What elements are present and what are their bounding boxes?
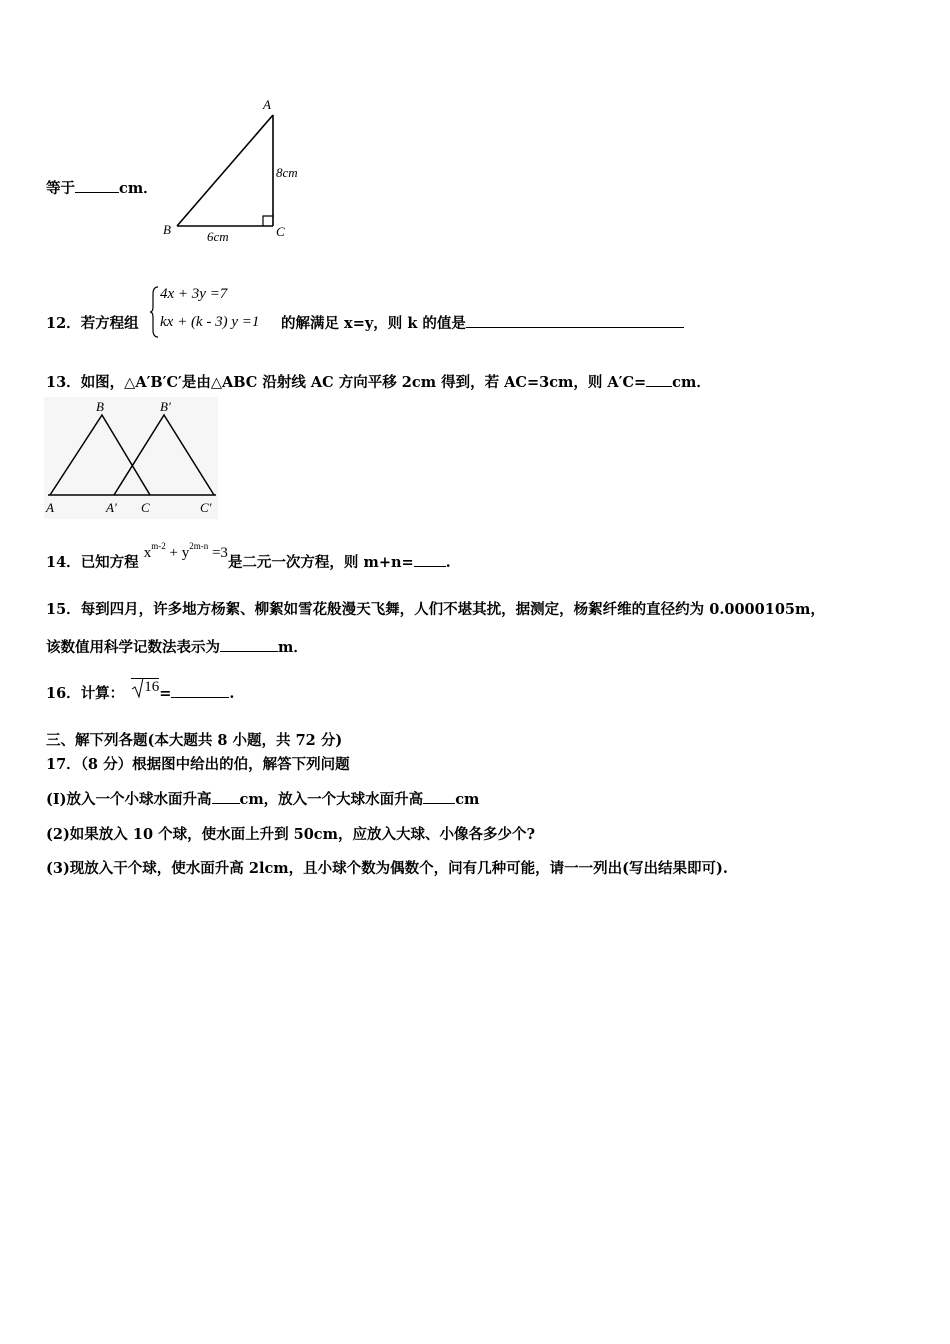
q16-eq: =	[159, 685, 172, 702]
q14-suffix: .	[445, 554, 451, 571]
q17-part3: (3)现放入干个球，使水面升高 2lcm，且小球个数为偶数个，问有几种可能，请一一列出(写出结果即可).	[46, 860, 728, 877]
q12-answer-blank	[466, 313, 684, 328]
q13-label-a: A	[46, 500, 54, 515]
q17-blank1	[212, 789, 240, 804]
q12-equation-system	[150, 284, 280, 340]
q15-blank	[220, 637, 278, 652]
q16-suffix: .	[229, 685, 235, 702]
q16-line	[46, 679, 235, 703]
q11-label-8cm: 8cm	[276, 165, 298, 180]
q16-number: 16．	[46, 685, 81, 702]
q14-equation	[143, 541, 228, 561]
q12-line-rest	[281, 312, 684, 333]
q15-text-line2: 该数值用科学记数法表示为	[46, 639, 220, 656]
q13-number: 13．	[46, 374, 81, 391]
q16-text: 计算：	[80, 685, 125, 702]
q17-p1b: cm，放入一个大球水面升高	[239, 791, 424, 808]
q17-p1c: cm	[455, 791, 480, 808]
q11-suffix: cm．	[119, 180, 158, 197]
q14-plus-y: + y	[169, 545, 190, 561]
q17-line	[46, 753, 350, 774]
q12-text1: 若方程组	[80, 315, 139, 332]
q16-radicand: 16	[144, 679, 160, 695]
q14-eq: =3	[208, 545, 228, 561]
q13-suffix: cm．	[672, 374, 711, 391]
q17-text: （8 分）根据图中给出的伯，解答下列问题	[80, 756, 350, 773]
q14-line	[46, 541, 451, 572]
q13-label-c1: C′	[200, 500, 212, 515]
q17-blank2	[423, 789, 455, 804]
q13-figure-background	[44, 397, 218, 519]
q14-blank	[414, 552, 446, 567]
q11-label-b: B	[163, 222, 171, 237]
q14-exp2: 2m-n	[189, 541, 209, 551]
q14-text1: 已知方程	[80, 554, 139, 571]
q16-sqrt	[131, 678, 159, 695]
q11-label-6cm: 6cm	[207, 229, 229, 244]
q15-text-line1: 每到四月，许多地方杨絮、柳絮如雪花般漫天飞舞，人们不堪其扰，据测定，杨絮纤维的直径约为 0.0000105m，	[80, 601, 825, 618]
q14-text2: 是二元一次方程，则 m+n=	[227, 554, 414, 571]
q12-brace	[150, 286, 160, 338]
q11-side-ab	[177, 115, 273, 226]
q11-prefix: 等于	[46, 180, 75, 197]
q13-label-c: C	[141, 500, 150, 515]
q13-text: 如图，△A′B′C′是由△ABC 沿射线 AC 方向平移 2cm 得到，若 AC=3cm，则 A′C=	[80, 374, 647, 391]
q15-suffix: m．	[278, 639, 308, 656]
q14-number: 14．	[46, 554, 81, 571]
q14-exp1: m-2	[151, 541, 166, 551]
q13-translation-figure	[44, 397, 218, 519]
q15-number: 15．	[46, 601, 81, 618]
q12-eq2: kx + (k - 3) y =1	[160, 314, 260, 330]
q17-number: 17．	[46, 756, 81, 773]
q12-line	[46, 312, 139, 333]
q13-label-a1: A′	[106, 500, 117, 515]
q13-line	[46, 371, 711, 392]
q17-p1a: (I)放入一个小球水面升高	[46, 791, 212, 808]
q15-line2	[46, 636, 308, 657]
q14-x: x	[143, 545, 152, 561]
q15-line1	[46, 598, 825, 619]
q17-part1	[46, 788, 479, 809]
q11-triangle-figure	[155, 95, 305, 250]
q12-eq1: 4x + 3y =7	[160, 286, 228, 302]
q11-right-angle-mark	[263, 216, 273, 226]
q12-text2: 的解满足 x=y，则 k 的值是	[281, 315, 466, 332]
q11-blank	[75, 178, 119, 193]
q11-label-a: A	[263, 97, 271, 112]
section3-title: 三、解下列各题(本大题共 8 小题，共 72 分)	[46, 732, 343, 749]
q13-blank	[646, 372, 672, 387]
q16-radical-sign	[131, 678, 144, 698]
q17-part2: (2)如果放入 10 个球，使水面上升到 50cm，应放入大球、小像各多少个?	[46, 826, 535, 843]
q11-line	[46, 177, 158, 198]
q13-label-b: B	[96, 399, 104, 414]
q12-number: 12．	[46, 315, 81, 332]
q13-label-b1: B′	[160, 399, 171, 414]
q11-label-c: C	[276, 224, 285, 239]
q16-blank	[171, 683, 229, 698]
